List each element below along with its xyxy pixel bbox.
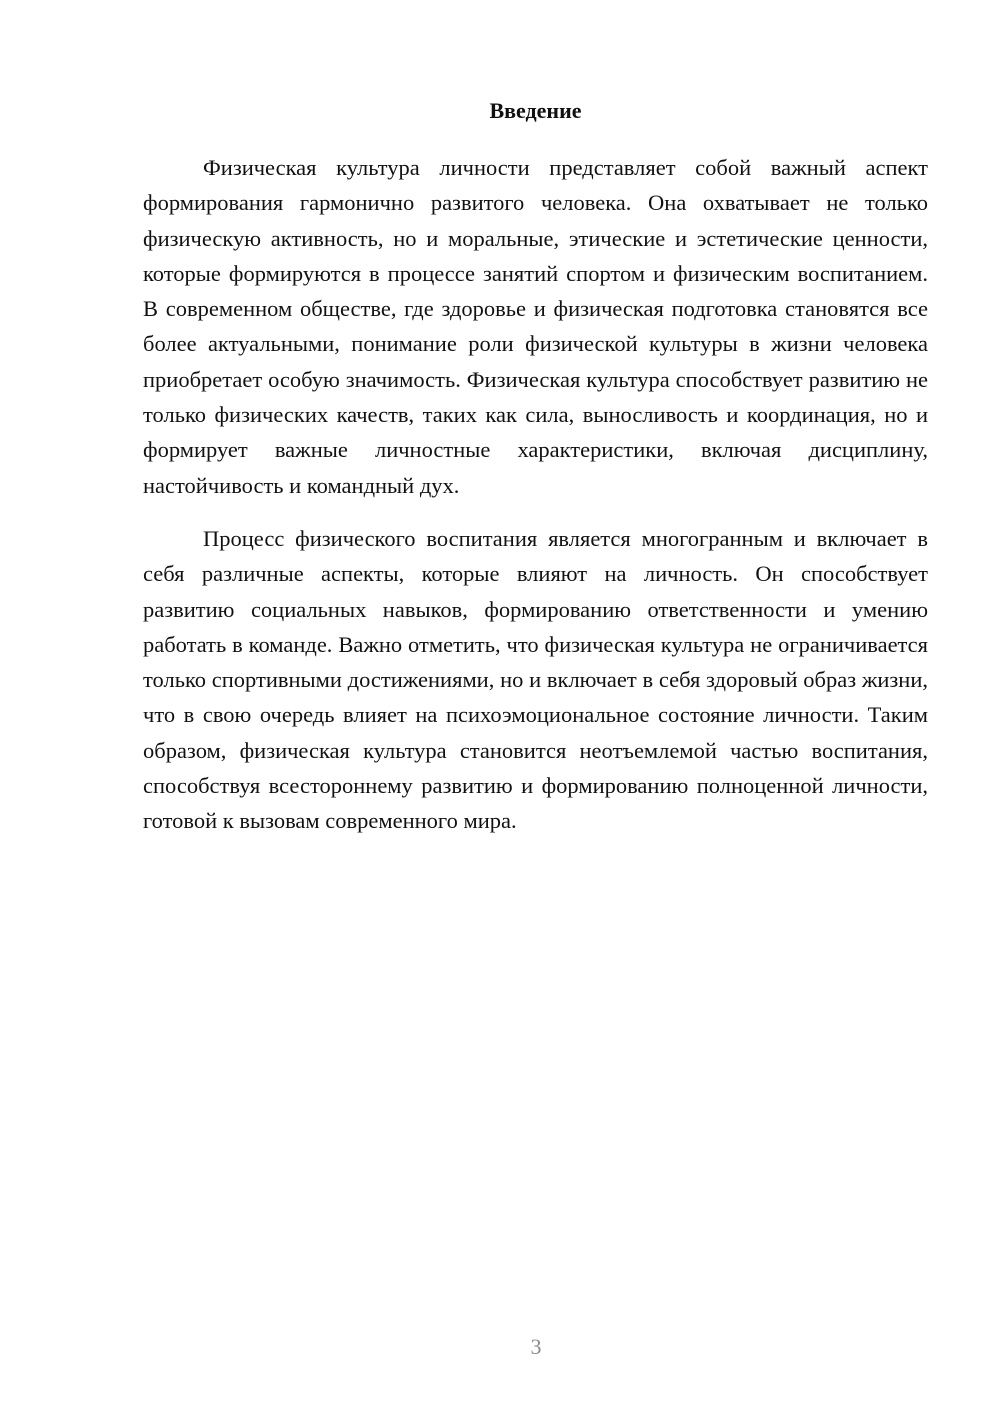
page-content bbox=[143, 96, 928, 839]
paragraph-1: Физическая культура личности представляет собой важный аспект формирования гармонично развитого человека. Она охватывает не только физическую активность, но и моральные, этические и эстетические ценности, которые формируются в процессе занятий спортом и физическим воспитанием. В современном обществе, где здоровье и физическая подготовка становятся все более актуальными, понимание роли физической культуры в жизни человека приобретает особую значимость. Физическая культура способствует развитию не только физических качеств, таких как сила, выносливость и координация, но и формирует важные личностные характеристики, включая дисциплину, настойчивость и командный дух. bbox=[143, 155, 928, 498]
page-number: 3 bbox=[530, 1334, 542, 1359]
paragraph-2: Процесс физического воспитания является многогранным и включает в себя различные аспекты, которые влияют на личность. Он способствует развитию социальных навыков, формированию ответственности и умению работать в команде. Важно отметить, что физическая культура не ограничивается только спортивными достижениями, но и включает в себя здоровый образ жизни, что в свою очередь влияет на психоэмоциональное состояние личности. Таким образом, физическая культура становится неотъемлемой частью воспитания, способствуя всестороннему развитию и формированию полноценной личности, готовой к вызовам современного мира. bbox=[143, 525, 928, 834]
section-title: Введение bbox=[489, 98, 582, 123]
